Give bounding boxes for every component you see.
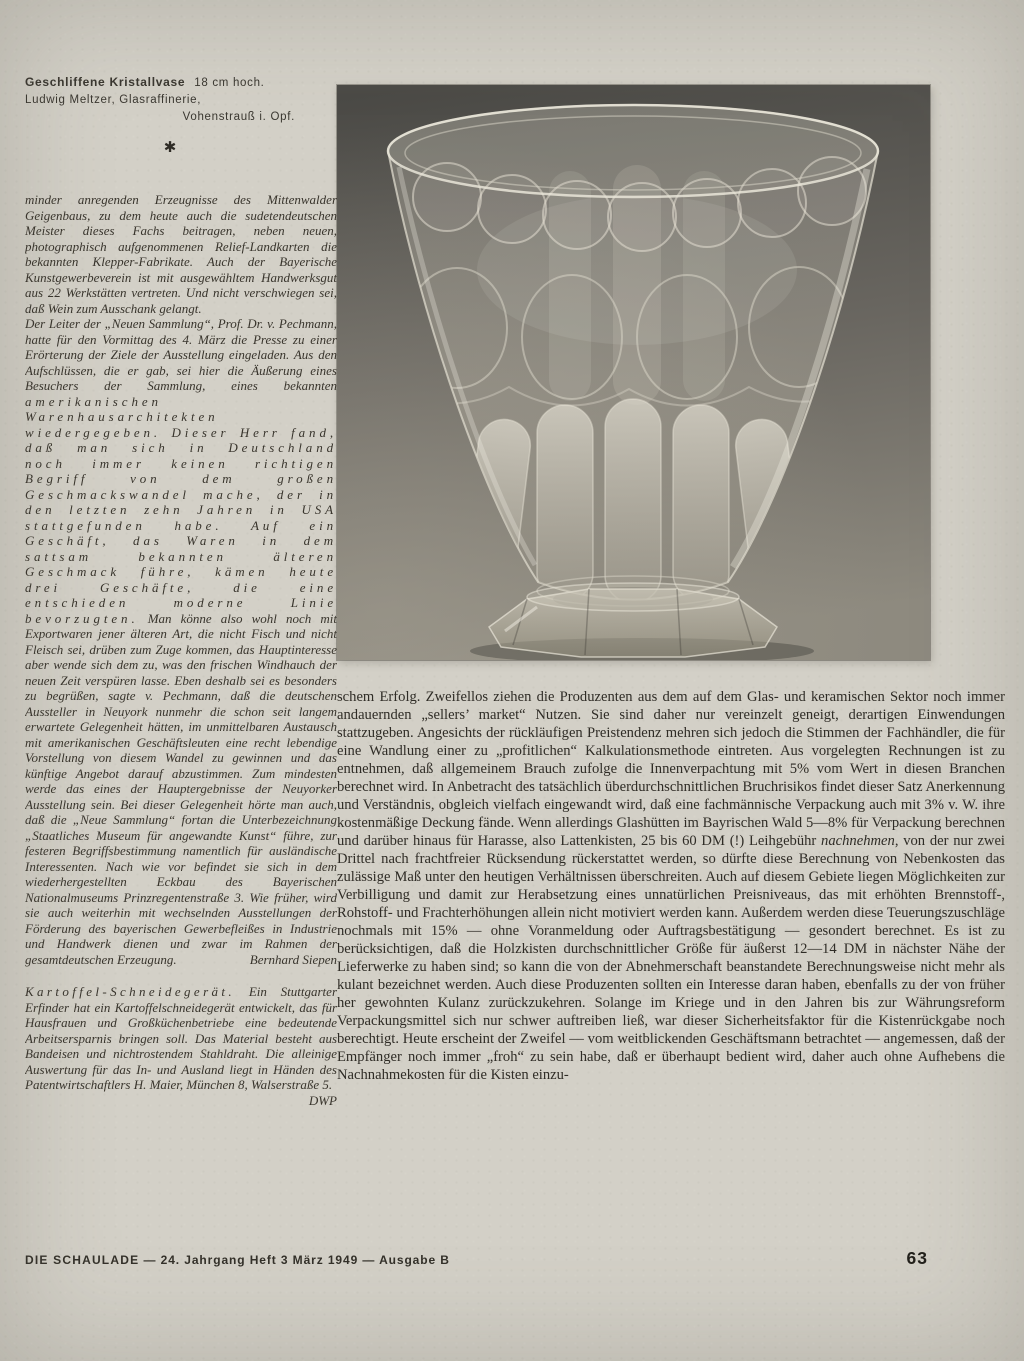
paragraph-text: , von der nur zwei Drittel nach frachtfreier Rücksendung rückerstattet werden, so dürfte diese Berechnung von Nebenkosten das zulässige Maß unter den heutigen Verhältnissen überschreiten. Auch auf diesem Gebiete liegen Möglichkeiten zur Verbilligung und damit zur Herabsetzung eines unnatürlichen Preisniveaus, das mit erhöhten Brennstoff-, Rohstoff- und Frachterhöhungen allein nicht motiviert werden kann. Außerdem werden diese Teuerungszuschläge nochmals mit 15% — ohne Voranmeldung oder Auftragsbestätigung — gesondert berechnet. Es ist zu berücksichtigen, daß die Holzkisten durchschnittlicher Größe für äußerst 12—14 DM in nächster Nähe der Lieferwerke zu haben sind; so kann die von der Abnehmerschaft beanstandete Berechnungsweise nicht mehr als kulant bezeichnet werden. Auch diese Produzenten sollten ein Interesse daran haben, ebenfalls zu der von früher her gewohnten Kulanz zurückzukehren. Solange im Kriege und in den Jahren bis zur Währungsreform Verpackungsmittel sich nur schwer auftreiben ließ, war dieser Sicherheitsfaktor für die Kistenrückgabe noch berechtigt. Heute erscheint der Zweifel — vom weitblickenden Geschäftsmann betrachtet — angemessen, daß der Empfänger noch immer „froh“ zu sein habe, daß er überhaupt bedient wird, daher auch ohne Aufhebens die Nachnahmekosten für die Kisten einzu- bbox=[337, 833, 1005, 1083]
article-paragraph-neue-sammlung bbox=[25, 316, 337, 967]
article-paragraph-verpackung bbox=[337, 688, 1005, 1084]
paragraph-lead: Kartoffel-Schneidegerät. bbox=[25, 984, 236, 999]
photo-caption bbox=[25, 74, 297, 126]
vase-rim bbox=[388, 105, 878, 197]
page-number: 63 bbox=[906, 1248, 928, 1268]
caption-line-3: Vohenstrauß i. Opf. bbox=[182, 111, 295, 123]
paragraph-text: Der Leiter der „Neuen Sammlung“, Prof. Dr. v. Pechmann, hatte für den Vormittag des 4. März die Presse zu einer Erörterung der Ziele der Ausstellung eingeladen. Aus den Aufschlüssen, die er gab, sei hier die Äußerung eines Besuchers der Sammlung, eines bekannten bbox=[25, 316, 337, 393]
paragraph-text: Man könne also wohl noch mit Exportwaren jener älteren Art, die nicht Fisch und nicht Fleisch sei, drüben zum Zuge kommen, das Hauptinteresse aber wende sich dem zu, was den frischen Windhauch der neuen Zeit verspüren lasse. Eben deshalb sei es besonders zu begrüßen, sagte v. Pechmann, daß die deutschen Aussteller in Neuyork nunmehr die schon seit langem erwartete Gelegenheit hätten, im unmittelbaren Austausch mit amerikanischen Geschäftsleuten eine recht lebendige Vorstellung von diesem Wandel zu gewinnen und das künftige Angebot darauf abzustimmen. Zum mindesten werde das eines der Hauptergebnisse der Neuyorker Ausstellung sein. Bei dieser Gelegenheit hörte man auch, daß die „Neue Sammlung“ fortan die Unterbezeichnung „Staatliches Museum für angewandte Kunst“ führe, zur festeren Begriffsbestimmung namentlich für ausländische Interessenten. Nach wie vor befindet sie sich in dem wiederhergestellten Eckbau des Bayerischen Nationalmuseums Prinzregentenstraße 3. Wie früher, wird sie auch weiterhin mit wechselnden Ausstellungen der Förderung des bayerischen Gewerbefleißes in Industrie und Handwerk dienen und zwar im Rahmen der gesamtdeutschen Erzeugung. bbox=[25, 610, 337, 967]
caption-line-2: Ludwig Meltzer, Glasraffinerie, bbox=[25, 94, 202, 106]
author-signature: Bernhard Siepen bbox=[249, 951, 337, 967]
crystal-vase-photo bbox=[337, 85, 930, 660]
right-column bbox=[337, 688, 1005, 1084]
agency-signature: DWP bbox=[308, 1092, 337, 1108]
caption-title: Geschliffene Kristallvase bbox=[25, 75, 186, 89]
left-column bbox=[25, 192, 337, 1108]
journal-name: DIE SCHAULADE bbox=[25, 1253, 140, 1267]
article-paragraph-continuation: minder anregenden Erzeugnisse des Mittenwalder Geigenbaus, zu dem heute auch die sudetendeutschen Meister dieses Fachs beitragen, neben neuen, photographisch aufgenommenen Relief-Landkarten die bekannten Klepper-Fabrikate. Auch der Bayerische Kunstgewerbeverein ist mit ausgewähltem Handwerksgut aus 22 Werkstätten vertreten. Und nicht verschwiegen sei, daß Wein zum Ausschank gelangt. bbox=[25, 192, 337, 316]
page-footer bbox=[25, 1248, 1000, 1268]
caption-size-note: 18 cm hoch. bbox=[194, 77, 265, 89]
journal-issue-info: — 24. Jahrgang Heft 3 März 1949 — Ausgabe B bbox=[139, 1253, 450, 1267]
caption-line-1 bbox=[25, 74, 297, 92]
paragraph-text: Ein Stuttgarter Erfinder hat ein Kartoffelschneidegerät entwickelt, das für Hausfrauen und Großküchenbetriebe eine bedeutende Arbeitsersparnis bringen soll. Das Material besteht aus Bandeisen und nichtrostendem Stahldraht. Die alleinige Auswertung für das In- und Ausland liegt in Händen des Patentwirtschaftlers H. Maier, München 8, Walserstraße 5. bbox=[25, 984, 337, 1092]
section-separator-star-icon: ✱ bbox=[163, 140, 177, 156]
vase-foot bbox=[489, 583, 777, 657]
article-paragraph-kartoffel bbox=[25, 984, 337, 1108]
letterspaced-passage: amerikanischen Warenhausarchitekten wiedergegeben. Dieser Herr fand, daß man sich in Deutschland noch immer keinen richtigen Begriff von dem großen Geschmackswandel mache, der in den letzten zehn Jahren in USA stattgefunden habe. Auf ein Geschäft, das Waren in dem sattsam bekannten älteren Geschmack führe, kämen heute drei Geschäfte, die eine entschieden moderne Linie bevorzugten. bbox=[25, 393, 337, 626]
paragraph-text: schem Erfolg. Zweifellos ziehen die Produzenten aus dem auf dem Glas- und keramischen Sektor noch immer andauernden „sellers’ market“ Nutzen. Sie sind daher nur vereinzelt geneigt, derartigen Einwendungen stattzugeben. Angesichts der rückläufigen Preistendenz mehren sich jedoch die Stimmen der Fachhändler, die für eine Wandlung einer zu „profitlichen“ Kalkulationsmethode eintreten. Aus vorgelegten Rechnungen ist zu entnehmen, daß allgemeinem Brauch zufolge die Innenverpachtung mit 5% vom Wert in diesen Branchen berechnet wird. In Anbetracht des tatsächlich überdurchschnittlichen Bruchrisikos findet dieser Satz Anerkennung und Verständnis, obgleich vielfach eingewandt wird, daß eine fachmännische Verpackung auch mit 3% v. W. ihre kostenmäßige Deckung fände. Wenn allerdings Glashütten im Bayrischen Wald 5—8% für Verpackung berechnen und darüber hinaus für Harasse, also Lattenkisten, 25 bis 60 DM (!) Leihgebühr bbox=[337, 689, 1005, 849]
crystal-vase-image bbox=[337, 85, 930, 660]
italic-term: nachnehmen bbox=[821, 833, 895, 849]
footer-journal-line bbox=[25, 1253, 1000, 1267]
